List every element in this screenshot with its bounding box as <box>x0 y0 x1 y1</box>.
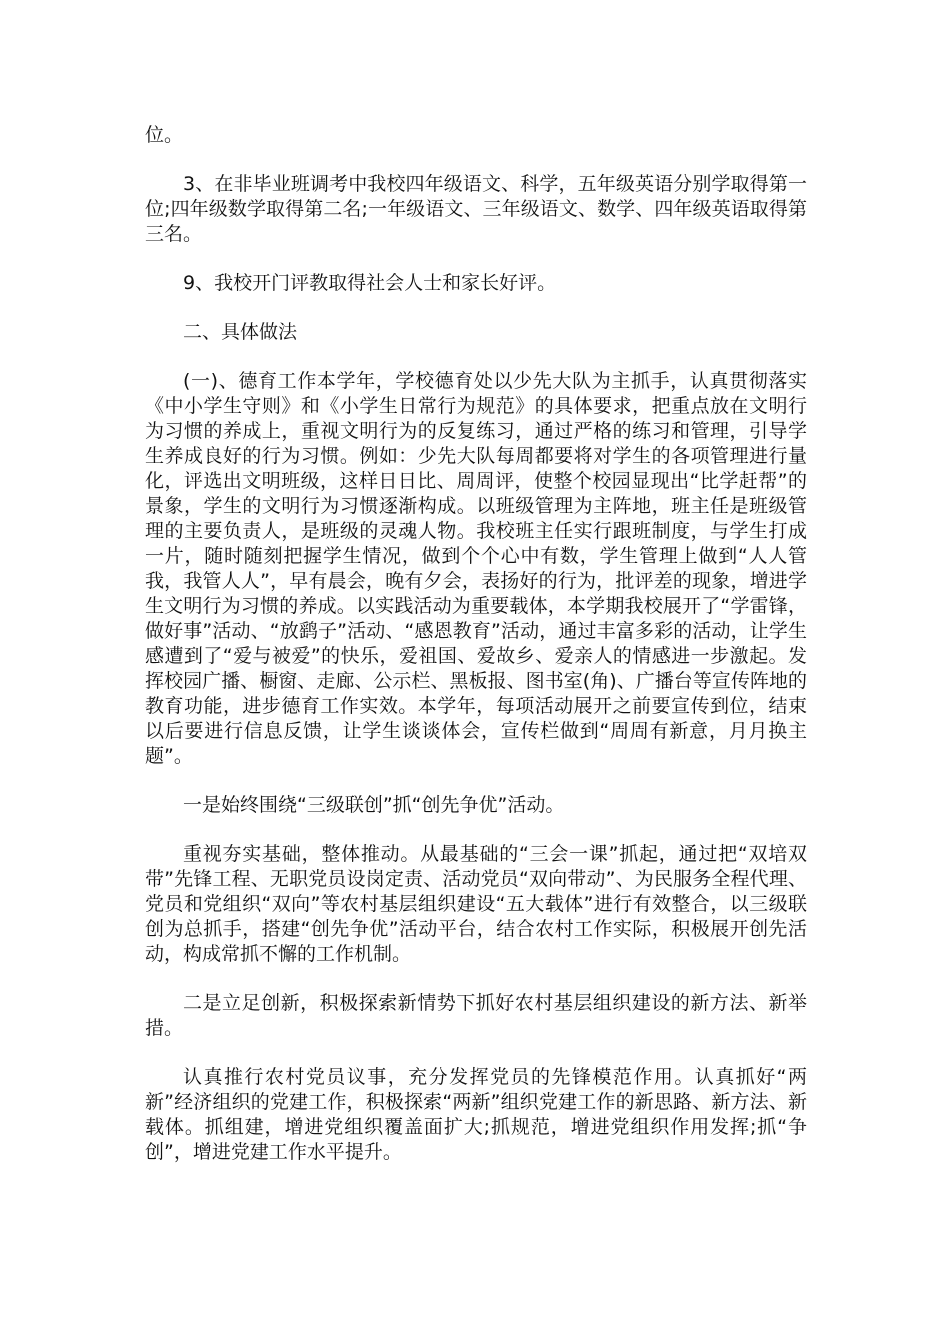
paragraph-point-one: 一是始终围绕“三级联创”抓“创先争优”活动。 <box>183 794 565 816</box>
paragraph-moral-education: (一)、德育工作本学年，学校德育处以少先大队为主抓手，认真贯彻落实《中小学生守则》和《小学生日常行为规范》的具体要求，把重点放在文明行为习惯的养成上，重视文明行为的反复练习，通过严格的练习和管理，引导学生养成良好的行为习惯。例如：少先大队每周都要将对学生的各项管理进行量化，评选出文明班级，这样日日比、周周评，使整个校园显现出“比学赶帮”的景象，学生的文明行为习惯逐渐构成。以班级管理为主阵地，班主任是班级管理的主要负责人，是班级的灵魂人物。我校班主任实行跟班制度，与学生打成一片，随时随刻把握学生情况，做到个个心中有数，学生管理上做到“人人管我，我管人人”，早有晨会，晚有夕会，表扬好的行为，批评差的现象，增进学生文明行为习惯的养成。以实践活动为重要载体，本学期我校展开了“学雷锋，做好事”活动、“放鹞子”活动、“感恩教育”活动，通过丰富多彩的活动，让学生感遭到了“爱与被爱”的快乐，爱祖国、爱故乡、爱亲人的情感进一步激起。发挥校园广播、橱窗、走廊、公示栏、黑板报、图书室(角)、广播台等宣传阵地的教育功能，进步德育工作实效。本学年，每项活动展开之前要宣传到位，结束以后要进行信息反馈，让学生谈谈体会，宣传栏做到“周周有新意，月月换主题”。 <box>145 370 807 767</box>
paragraph-party-building: 认真推行农村党员议事，充分发挥党员的先锋模范作用。认真抓好“两新”经济组织的党建工作，积极探索“两新”组织党建工作的新思路、新方法、新载体。抓组建，增进党组织覆盖面扩大;抓规范，增进党组织作用发挥;抓“争创”，增进党建工作水平提升。 <box>145 1066 807 1163</box>
paragraph-continuation: 位。 <box>145 124 184 146</box>
paragraph-point-two: 二是立足创新，积极探索新情势下抓好农村基层组织建设的新方法、新举措。 <box>145 992 807 1039</box>
section-heading: 二、具体做法 <box>183 321 298 343</box>
document-body <box>145 123 807 1189</box>
paragraph-foundation: 重视夯实基础，整体推动。从最基础的“三会一课”抓起，通过把“双培双带”先锋工程、无职党员设岗定责、活动党员“双向带动”、为民服务全程代理、党员和党组织“双向”等农村基层组织建设“五大载体”进行有效整合，以三级联创为总抓手，搭建“创先争优”活动平台，结合农村工作实际，积极展开创先活动，构成常抓不懈的工作机制。 <box>145 843 807 965</box>
paragraph-item-9: 9、我校开门评教取得社会人士和家长好评。 <box>183 272 557 294</box>
paragraph-item-3: 3、在非毕业班调考中我校四年级语文、科学，五年级英语分别学取得第一位;四年级数学取得第二名;一年级语文、三年级语文、数学、四年级英语取得第三名。 <box>145 173 807 245</box>
